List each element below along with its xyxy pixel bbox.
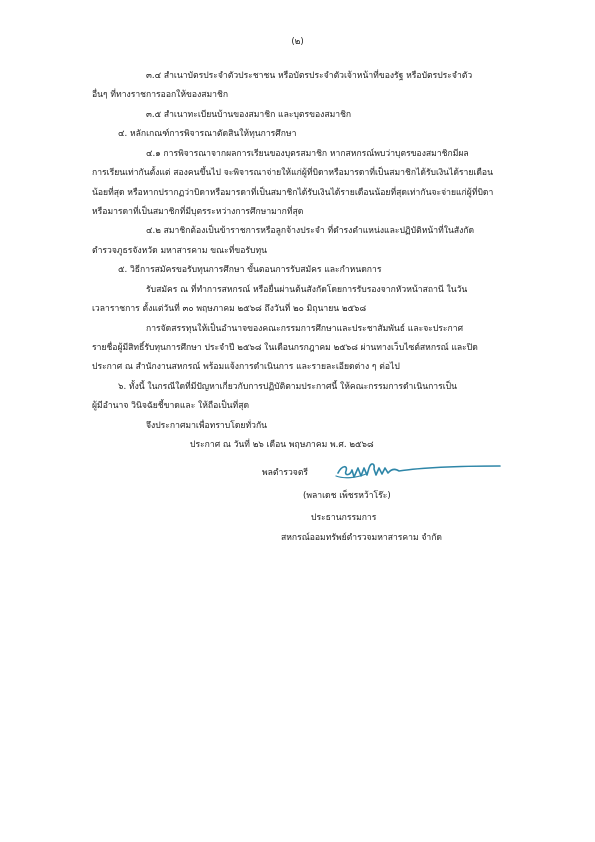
item-4-1-line-1: ๔.๑ การพิจารณาจากผลการเรียนของบุตรสมาชิก หากสหกรณ์พบว่าบุตรของสมาชิกมีผล <box>146 149 469 159</box>
signatory-position: ประธานกรรมการ <box>311 513 377 523</box>
signatory-organization: สหกรณ์ออมทรัพย์ตำรวจมหาสารคาม จำกัด <box>281 533 443 543</box>
signature-mark <box>334 459 504 485</box>
item-5-line-1: รับสมัคร ณ ที่ทำการสหกรณ์ หรือยื่นผ่านต้นสังกัดโดยการรับรองจากหัวหน้าสถานี ในวัน <box>146 285 468 295</box>
signatory-name: (พลาเดช เพ็ชรหว้าโร๊ะ) <box>303 491 391 501</box>
item-3-4-line-1: ๓.๔ สำเนาบัตรประจำตัวประชาชน หรือบัตรประจำตัวเจ้าหน้าที่ของรัฐ หรือบัตรประจำตัว <box>146 71 473 81</box>
signature-rank: พลตำรวจตรี <box>262 468 309 478</box>
item-5-line-5: ประกาศ ณ สำนักงานสหกรณ์ พร้อมแจ้งการดำเนินการ และรายละเอียดต่าง ๆ ต่อไป <box>92 362 400 372</box>
announcement-date: ประกาศ ณ วันที่ ๒๖ เดือน พฤษภาคม พ.ศ. ๒๕๖๘ <box>190 440 374 450</box>
item-3-5: ๓.๕ สำเนาทะเบียนบ้านของสมาชิก และบุตรของสมาชิก <box>146 110 352 120</box>
item-4-2-line-1: ๔.๒ สมาชิกต้องเป็นข้าราชการหรือลูกจ้างประจำ ที่ดำรงตำแหน่งและปฏิบัติหน้าที่ในสังกัด <box>146 226 475 236</box>
item-4-heading: ๔. หลักเกณฑ์การพิจารณาตัดสินให้ทุนการศึกษา <box>118 129 297 139</box>
item-5-heading: ๕. วิธีการสมัครขอรับทุนการศึกษา ขั้นตอนการรับสมัคร และกำหนดการ <box>118 265 382 275</box>
item-4-1-line-2: การเรียนเท่ากันตั้งแต่ สองคนขึ้นไป จะพิจารณาจ่ายให้แก่ผู้ที่บิดาหรือมารดาที่เป็นสมาชิกได้รับเงินได้รายเดือน <box>92 168 493 178</box>
announcement: จึงประกาศมาเพื่อทราบโดยทั่วกัน <box>146 421 268 431</box>
item-5-line-2: เวลาราชการ ตั้งแต่วันที่ ๓๐ พฤษภาคม ๒๕๖๘ ถึงวันที่ ๒๐ มิถุนายน ๒๕๖๘ <box>92 304 367 314</box>
item-6-line-2: ผู้มีอำนาจ วินิจฉัยชี้ขาดและ ให้ถือเป็นที่สุด <box>92 401 250 411</box>
item-4-2-line-2: ตำรวจภูธรจังหวัด มหาสารคาม ขณะที่ขอรับทุน <box>92 246 268 256</box>
item-4-1-line-4: หรือมารดาที่เป็นสมาชิกที่มีบุตรระหว่างการศึกษามากที่สุด <box>92 207 304 217</box>
item-5-line-4: รายชื่อผู้มีสิทธิ์รับทุนการศึกษา ประจำปี ๒๕๖๘ ในเดือนกรกฎาคม ๒๕๖๘ ผ่านทางเว็บไซต์สหกรณ์ และปิด <box>92 343 478 353</box>
page-number: (๒) <box>291 37 304 47</box>
item-5-line-3: การจัดสรรทุนให้เป็นอำนาจของคณะกรรมการศึกษาและประชาสัมพันธ์ และจะประกาศ <box>146 324 464 334</box>
item-4-1-line-3: น้อยที่สุด หรือหากปรากฏว่าบิดาหรือมารดาที่เป็นสมาชิกได้รับเงินได้รายเดือนน้อยที่สุดเท่ากันจะจ่ายแก่ผู้ที่บิดา <box>92 188 494 198</box>
item-3-4-line-2: อื่นๆ ที่ทางราชการออกให้ของสมาชิก <box>92 90 229 100</box>
item-6-line-1: ๖. ทั้งนี้ ในกรณีใดที่มีปัญหาเกี่ยวกับการปฏิบัติตามประกาศนี้ ให้คณะกรรมการดำเนินการเป็น <box>118 382 457 392</box>
